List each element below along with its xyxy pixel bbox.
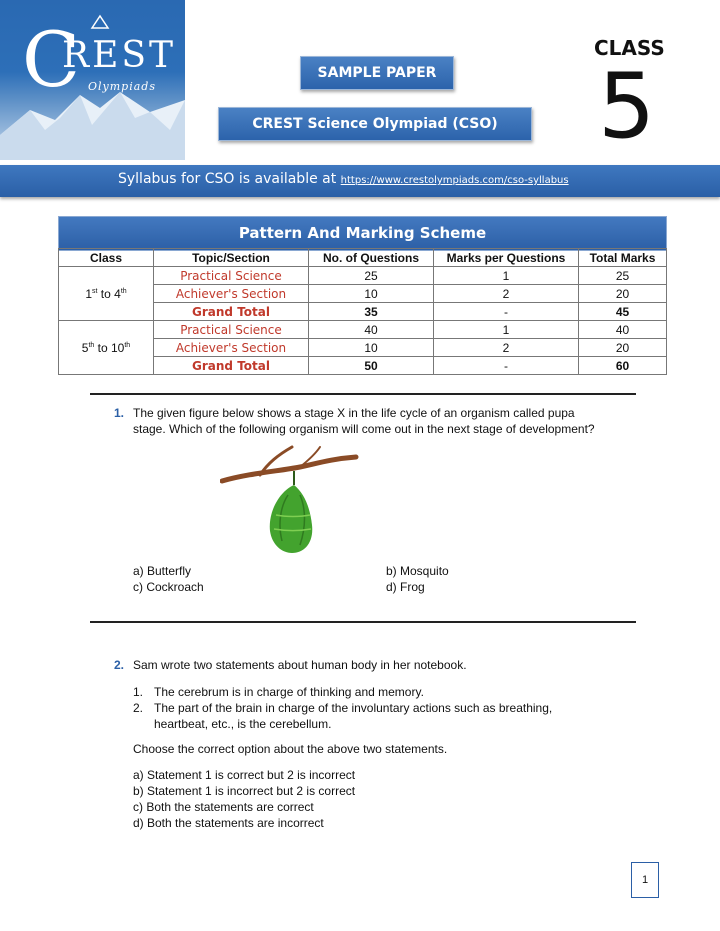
col-marks: Marks per Questions — [434, 249, 579, 267]
topic-cell: Achiever's Section — [154, 339, 309, 357]
total-cell: 20 — [579, 339, 667, 357]
syllabus-bar — [0, 165, 720, 197]
option-d[interactable]: d) Both the statements are incorrect — [133, 816, 324, 830]
marks-cell: 1 — [434, 321, 579, 339]
question-1-number: 1. — [114, 406, 125, 420]
syllabus-text: Syllabus for CSO is available at — [118, 171, 341, 187]
questions-cell: 10 — [309, 339, 434, 357]
page-number: 1 — [631, 862, 659, 898]
class-range-cell: 1st to 4th — [59, 285, 154, 303]
statement-2-number: 2. — [133, 701, 144, 715]
grand-total-label: Grand Total — [154, 357, 309, 375]
total-cell: 40 — [579, 321, 667, 339]
col-questions: No. of Questions — [309, 249, 434, 267]
marks-cell: 2 — [434, 285, 579, 303]
marks-cell: 1 — [434, 267, 579, 285]
question-2-number: 2. — [114, 658, 125, 672]
sample-paper-banner: SAMPLE PAPER — [300, 56, 454, 90]
table-row — [59, 321, 667, 339]
pattern-title: Pattern And Marking Scheme — [58, 216, 667, 251]
option-b[interactable]: b) Statement 1 is incorrect but 2 is correct — [133, 784, 356, 798]
questions-cell: 35 — [309, 303, 434, 321]
questions-cell: 10 — [309, 285, 434, 303]
questions-cell: 40 — [309, 321, 434, 339]
divider — [90, 621, 636, 623]
option-c[interactable]: c) Both the statements are correct — [133, 800, 314, 814]
crest-logo — [0, 0, 185, 160]
question-2-text: Sam wrote two statements about human body in her notebook. — [133, 658, 467, 672]
class-number: 5 — [598, 54, 656, 159]
option-a[interactable]: a) Butterfly — [133, 564, 192, 578]
col-total: Total Marks — [579, 249, 667, 267]
question-1-text: The given figure below shows a stage X in the life cycle of an organism called pupa stage. Which of the following organism will come out in the next stage of development? — [133, 406, 595, 436]
syllabus-link[interactable]: https://www.crestolympiads.com/cso-syllabus — [340, 175, 569, 186]
class-range-cell: 5th to 10th — [59, 339, 154, 357]
logo-letter: C — [22, 15, 81, 104]
topic-cell: Practical Science — [154, 267, 309, 285]
divider — [90, 393, 636, 395]
topic-cell: Practical Science — [154, 321, 309, 339]
table-row — [59, 285, 667, 303]
marking-scheme-table — [58, 248, 667, 375]
table-row — [59, 267, 667, 285]
topic-cell: Achiever's Section — [154, 285, 309, 303]
class-label: CLASS — [594, 36, 665, 60]
total-cell: 20 — [579, 285, 667, 303]
table-row — [59, 357, 667, 375]
marks-cell: - — [434, 357, 579, 375]
table-row — [59, 339, 667, 357]
total-cell: 60 — [579, 357, 667, 375]
statement-1-text: The cerebrum is in charge of thinking and memory. — [154, 685, 424, 699]
marks-cell: - — [434, 303, 579, 321]
col-topic: Topic/Section — [154, 249, 309, 267]
questions-cell: 50 — [309, 357, 434, 375]
pupa-figure — [220, 445, 360, 555]
option-a[interactable]: a) Statement 1 is correct but 2 is incorrect — [133, 768, 356, 782]
table-row — [59, 303, 667, 321]
total-cell: 45 — [579, 303, 667, 321]
logo-word: REST — [62, 35, 177, 76]
question-2-prompt: Choose the correct option about the above two statements. — [133, 742, 448, 756]
grand-total-label: Grand Total — [154, 303, 309, 321]
statement-1-number: 1. — [133, 685, 144, 699]
total-cell: 25 — [579, 267, 667, 285]
logo-subtitle: Olympiads — [88, 80, 156, 93]
option-c[interactable]: c) Cockroach — [133, 580, 204, 594]
marks-cell: 2 — [434, 339, 579, 357]
questions-cell: 25 — [309, 267, 434, 285]
statement-2-text: The part of the brain in charge of the involuntary actions such as breathing, heartbeat, etc., is the cerebellum. — [154, 701, 553, 731]
option-d[interactable]: d) Frog — [386, 580, 425, 594]
exam-name-banner: CREST Science Olympiad (CSO) — [218, 107, 532, 141]
option-b[interactable]: b) Mosquito — [386, 564, 449, 578]
col-class: Class — [59, 249, 154, 267]
table-header-row — [59, 249, 667, 267]
